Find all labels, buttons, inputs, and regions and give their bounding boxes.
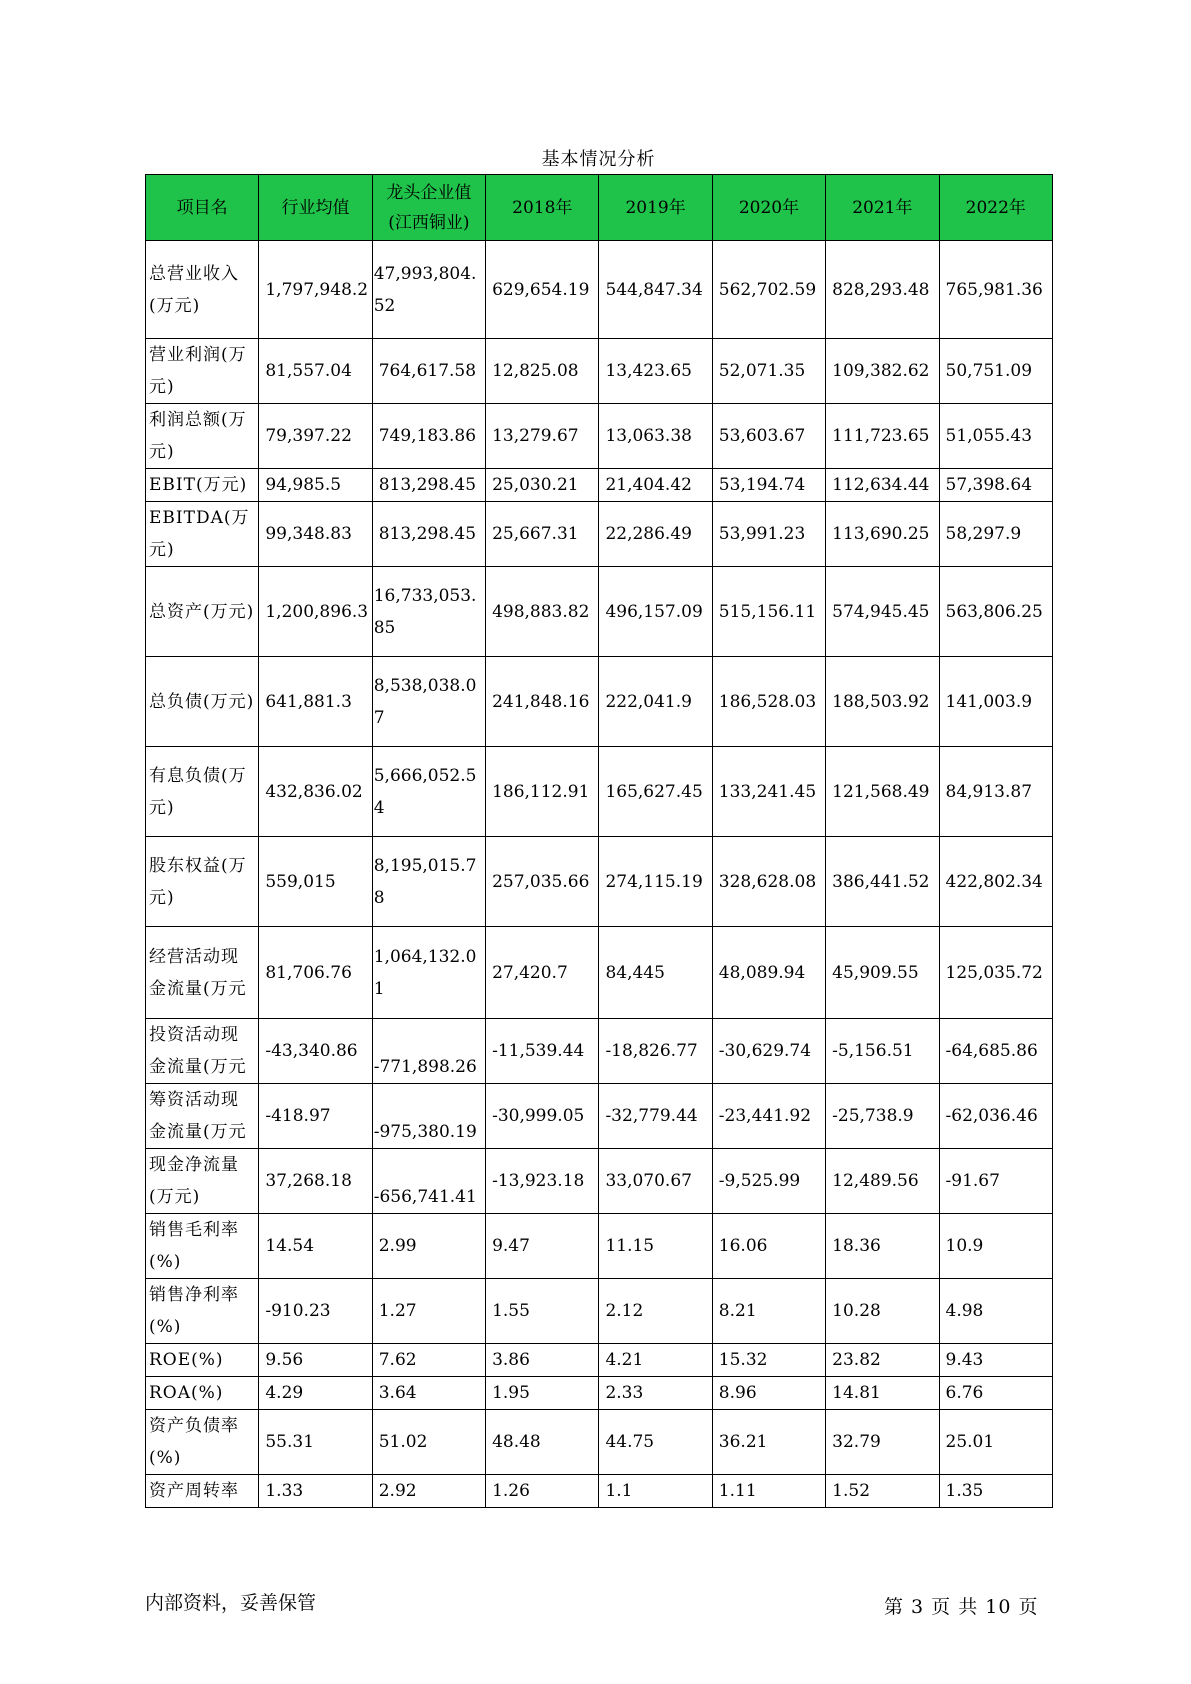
value-cell: -23,441.92 [712, 1084, 825, 1149]
row-label-cell: 筹资活动现金流量(万元 [146, 1084, 259, 1149]
value-cell: 1,200,896.3 [259, 567, 372, 657]
table-row [146, 404, 1053, 469]
row-label-cell: 经营活动现金流量(万元 [146, 927, 259, 1019]
table-caption: 基本情况分析 [541, 149, 656, 170]
value-cell: 8,195,015.78 [372, 837, 485, 927]
value-cell: 112,634.44 [826, 469, 939, 502]
value-cell: -910.23 [259, 1279, 372, 1344]
value-cell: -43,340.86 [259, 1019, 372, 1084]
value-cell: 11.15 [599, 1214, 712, 1279]
value-cell: 94,985.5 [259, 469, 372, 502]
header-cell: 龙头企业值(江西铜业) [372, 175, 485, 241]
value-cell: 1.55 [486, 1279, 599, 1344]
value-cell: 125,035.72 [939, 927, 1052, 1019]
header-cell: 行业均值 [259, 175, 372, 241]
row-label-cell: 利润总额(万元) [146, 404, 259, 469]
value-cell: 2.12 [599, 1279, 712, 1344]
value-cell: 562,702.59 [712, 241, 825, 339]
value-cell: 1.1 [599, 1475, 712, 1508]
value-cell: 1.95 [486, 1377, 599, 1410]
table-row [146, 241, 1053, 339]
value-cell: -32,779.44 [599, 1084, 712, 1149]
value-cell: 257,035.66 [486, 837, 599, 927]
value-cell: -30,999.05 [486, 1084, 599, 1149]
value-cell: 629,654.19 [486, 241, 599, 339]
table-row [146, 1344, 1053, 1377]
value-cell: 81,706.76 [259, 927, 372, 1019]
value-cell: -9,525.99 [712, 1149, 825, 1214]
table-row [146, 927, 1053, 1019]
value-cell: 496,157.09 [599, 567, 712, 657]
table-row [146, 1149, 1053, 1214]
row-label-cell: 投资活动现金流量(万元 [146, 1019, 259, 1084]
value-cell: 32.79 [826, 1410, 939, 1475]
table-row [146, 1377, 1053, 1410]
value-cell: 113,690.25 [826, 502, 939, 567]
value-cell: 1.52 [826, 1475, 939, 1508]
table-row [146, 1475, 1053, 1508]
value-cell: 13,279.67 [486, 404, 599, 469]
value-cell: 51,055.43 [939, 404, 1052, 469]
value-cell: 749,183.86 [372, 404, 485, 469]
value-cell: 165,627.45 [599, 747, 712, 837]
value-cell: 813,298.45 [372, 469, 485, 502]
value-cell: 133,241.45 [712, 747, 825, 837]
footer-page-number: 第 3 页 共 10 页 [884, 1596, 1039, 1618]
table-row [146, 837, 1053, 927]
table-header-row [146, 175, 1053, 241]
value-cell: 9.56 [259, 1344, 372, 1377]
value-cell: 498,883.82 [486, 567, 599, 657]
value-cell: 16,733,053.85 [372, 567, 485, 657]
value-cell: 328,628.08 [712, 837, 825, 927]
value-cell: 25.01 [939, 1410, 1052, 1475]
value-cell: 18.36 [826, 1214, 939, 1279]
value-cell: 55.31 [259, 1410, 372, 1475]
table-row [146, 1019, 1053, 1084]
value-cell: 559,015 [259, 837, 372, 927]
value-cell: 12,825.08 [486, 339, 599, 404]
value-cell: 188,503.92 [826, 657, 939, 747]
header-cell: 2022年 [939, 175, 1052, 241]
value-cell: 563,806.25 [939, 567, 1052, 657]
value-cell: 574,945.45 [826, 567, 939, 657]
value-cell: 10.28 [826, 1279, 939, 1344]
value-cell: 58,297.9 [939, 502, 1052, 567]
value-cell: 23.82 [826, 1344, 939, 1377]
table-row [146, 1084, 1053, 1149]
header-cell: 项目名 [146, 175, 259, 241]
value-cell: 1,797,948.2 [259, 241, 372, 339]
value-cell: 45,909.55 [826, 927, 939, 1019]
value-cell: -418.97 [259, 1084, 372, 1149]
row-label-cell: EBIT(万元) [146, 469, 259, 502]
value-cell: 3.86 [486, 1344, 599, 1377]
value-cell: 48.48 [486, 1410, 599, 1475]
value-cell: 48,089.94 [712, 927, 825, 1019]
value-cell: 21,404.42 [599, 469, 712, 502]
value-cell: -975,380.19 [372, 1084, 485, 1149]
value-cell: 14.81 [826, 1377, 939, 1410]
value-cell: 22,286.49 [599, 502, 712, 567]
value-cell: 15.32 [712, 1344, 825, 1377]
value-cell: 186,528.03 [712, 657, 825, 747]
value-cell: 52,071.35 [712, 339, 825, 404]
value-cell: 47,993,804.52 [372, 241, 485, 339]
row-label-cell: ROA(%) [146, 1377, 259, 1410]
value-cell: 79,397.22 [259, 404, 372, 469]
value-cell: 81,557.04 [259, 339, 372, 404]
value-cell: 422,802.34 [939, 837, 1052, 927]
value-cell: 25,030.21 [486, 469, 599, 502]
value-cell: 13,423.65 [599, 339, 712, 404]
row-label-cell: 营业利润(万元) [146, 339, 259, 404]
value-cell: 8.96 [712, 1377, 825, 1410]
header-cell: 2018年 [486, 175, 599, 241]
value-cell: 544,847.34 [599, 241, 712, 339]
value-cell: 386,441.52 [826, 837, 939, 927]
value-cell: 765,981.36 [939, 241, 1052, 339]
value-cell: 53,991.23 [712, 502, 825, 567]
value-cell: 4.29 [259, 1377, 372, 1410]
value-cell: 2.99 [372, 1214, 485, 1279]
value-cell: 2.33 [599, 1377, 712, 1410]
value-cell: 53,194.74 [712, 469, 825, 502]
value-cell: 432,836.02 [259, 747, 372, 837]
table-row [146, 747, 1053, 837]
value-cell: 2.92 [372, 1475, 485, 1508]
value-cell: 1.26 [486, 1475, 599, 1508]
value-cell: 4.98 [939, 1279, 1052, 1344]
value-cell: -25,738.9 [826, 1084, 939, 1149]
value-cell: 9.43 [939, 1344, 1052, 1377]
value-cell: 1.35 [939, 1475, 1052, 1508]
value-cell: 813,298.45 [372, 502, 485, 567]
value-cell: -62,036.46 [939, 1084, 1052, 1149]
value-cell: 1.33 [259, 1475, 372, 1508]
header-cell: 2020年 [712, 175, 825, 241]
value-cell: 8,538,038.07 [372, 657, 485, 747]
value-cell: 36.21 [712, 1410, 825, 1475]
value-cell: 241,848.16 [486, 657, 599, 747]
row-label-cell: ROE(%) [146, 1344, 259, 1377]
table-row [146, 657, 1053, 747]
value-cell: 16.06 [712, 1214, 825, 1279]
value-cell: -30,629.74 [712, 1019, 825, 1084]
value-cell: 84,913.87 [939, 747, 1052, 837]
value-cell: 50,751.09 [939, 339, 1052, 404]
value-cell: 274,115.19 [599, 837, 712, 927]
value-cell: 27,420.7 [486, 927, 599, 1019]
row-label-cell: 资产周转率 [146, 1475, 259, 1508]
table-row [146, 502, 1053, 567]
value-cell: 6.76 [939, 1377, 1052, 1410]
value-cell: 44.75 [599, 1410, 712, 1475]
value-cell: 1,064,132.01 [372, 927, 485, 1019]
value-cell: 828,293.48 [826, 241, 939, 339]
value-cell: 14.54 [259, 1214, 372, 1279]
value-cell: 33,070.67 [599, 1149, 712, 1214]
value-cell: 99,348.83 [259, 502, 372, 567]
value-cell: -5,156.51 [826, 1019, 939, 1084]
header-cell: 2019年 [599, 175, 712, 241]
value-cell: 13,063.38 [599, 404, 712, 469]
value-cell: 12,489.56 [826, 1149, 939, 1214]
value-cell: 9.47 [486, 1214, 599, 1279]
value-cell: 121,568.49 [826, 747, 939, 837]
value-cell: 8.21 [712, 1279, 825, 1344]
value-cell: 37,268.18 [259, 1149, 372, 1214]
value-cell: 641,881.3 [259, 657, 372, 747]
table-row [146, 1214, 1053, 1279]
table-row [146, 1279, 1053, 1344]
value-cell: -13,923.18 [486, 1149, 599, 1214]
value-cell: 141,003.9 [939, 657, 1052, 747]
value-cell: -91.67 [939, 1149, 1052, 1214]
value-cell: -11,539.44 [486, 1019, 599, 1084]
row-label-cell: EBITDA(万元) [146, 502, 259, 567]
value-cell: 53,603.67 [712, 404, 825, 469]
value-cell: 515,156.11 [712, 567, 825, 657]
value-cell: 51.02 [372, 1410, 485, 1475]
row-label-cell: 股东权益(万元) [146, 837, 259, 927]
table-row [146, 567, 1053, 657]
header-cell: 2021年 [826, 175, 939, 241]
value-cell: 186,112.91 [486, 747, 599, 837]
value-cell: 1.27 [372, 1279, 485, 1344]
value-cell: 111,723.65 [826, 404, 939, 469]
row-label-cell: 资产负债率(%) [146, 1410, 259, 1475]
row-label-cell: 总负债(万元) [146, 657, 259, 747]
row-label-cell: 总资产(万元) [146, 567, 259, 657]
row-label-cell: 总营业收入(万元) [146, 241, 259, 339]
value-cell: -771,898.26 [372, 1019, 485, 1084]
value-cell: 84,445 [599, 927, 712, 1019]
row-label-cell: 销售净利率(%) [146, 1279, 259, 1344]
value-cell: 3.64 [372, 1377, 485, 1410]
value-cell: 1.11 [712, 1475, 825, 1508]
value-cell: 57,398.64 [939, 469, 1052, 502]
value-cell: 764,617.58 [372, 339, 485, 404]
row-label-cell: 有息负债(万元) [146, 747, 259, 837]
value-cell: 222,041.9 [599, 657, 712, 747]
table-row [146, 469, 1053, 502]
value-cell: 25,667.31 [486, 502, 599, 567]
financial-table [145, 174, 1053, 1508]
value-cell: -64,685.86 [939, 1019, 1052, 1084]
footer-confidential-note: 内部资料，妥善保管 [145, 1592, 317, 1614]
table-row [146, 1410, 1053, 1475]
value-cell: 5,666,052.54 [372, 747, 485, 837]
table-row [146, 339, 1053, 404]
row-label-cell: 现金净流量(万元) [146, 1149, 259, 1214]
value-cell: 4.21 [599, 1344, 712, 1377]
value-cell: 7.62 [372, 1344, 485, 1377]
value-cell: -18,826.77 [599, 1019, 712, 1084]
value-cell: 10.9 [939, 1214, 1052, 1279]
value-cell: -656,741.41 [372, 1149, 485, 1214]
row-label-cell: 销售毛利率(%) [146, 1214, 259, 1279]
value-cell: 109,382.62 [826, 339, 939, 404]
